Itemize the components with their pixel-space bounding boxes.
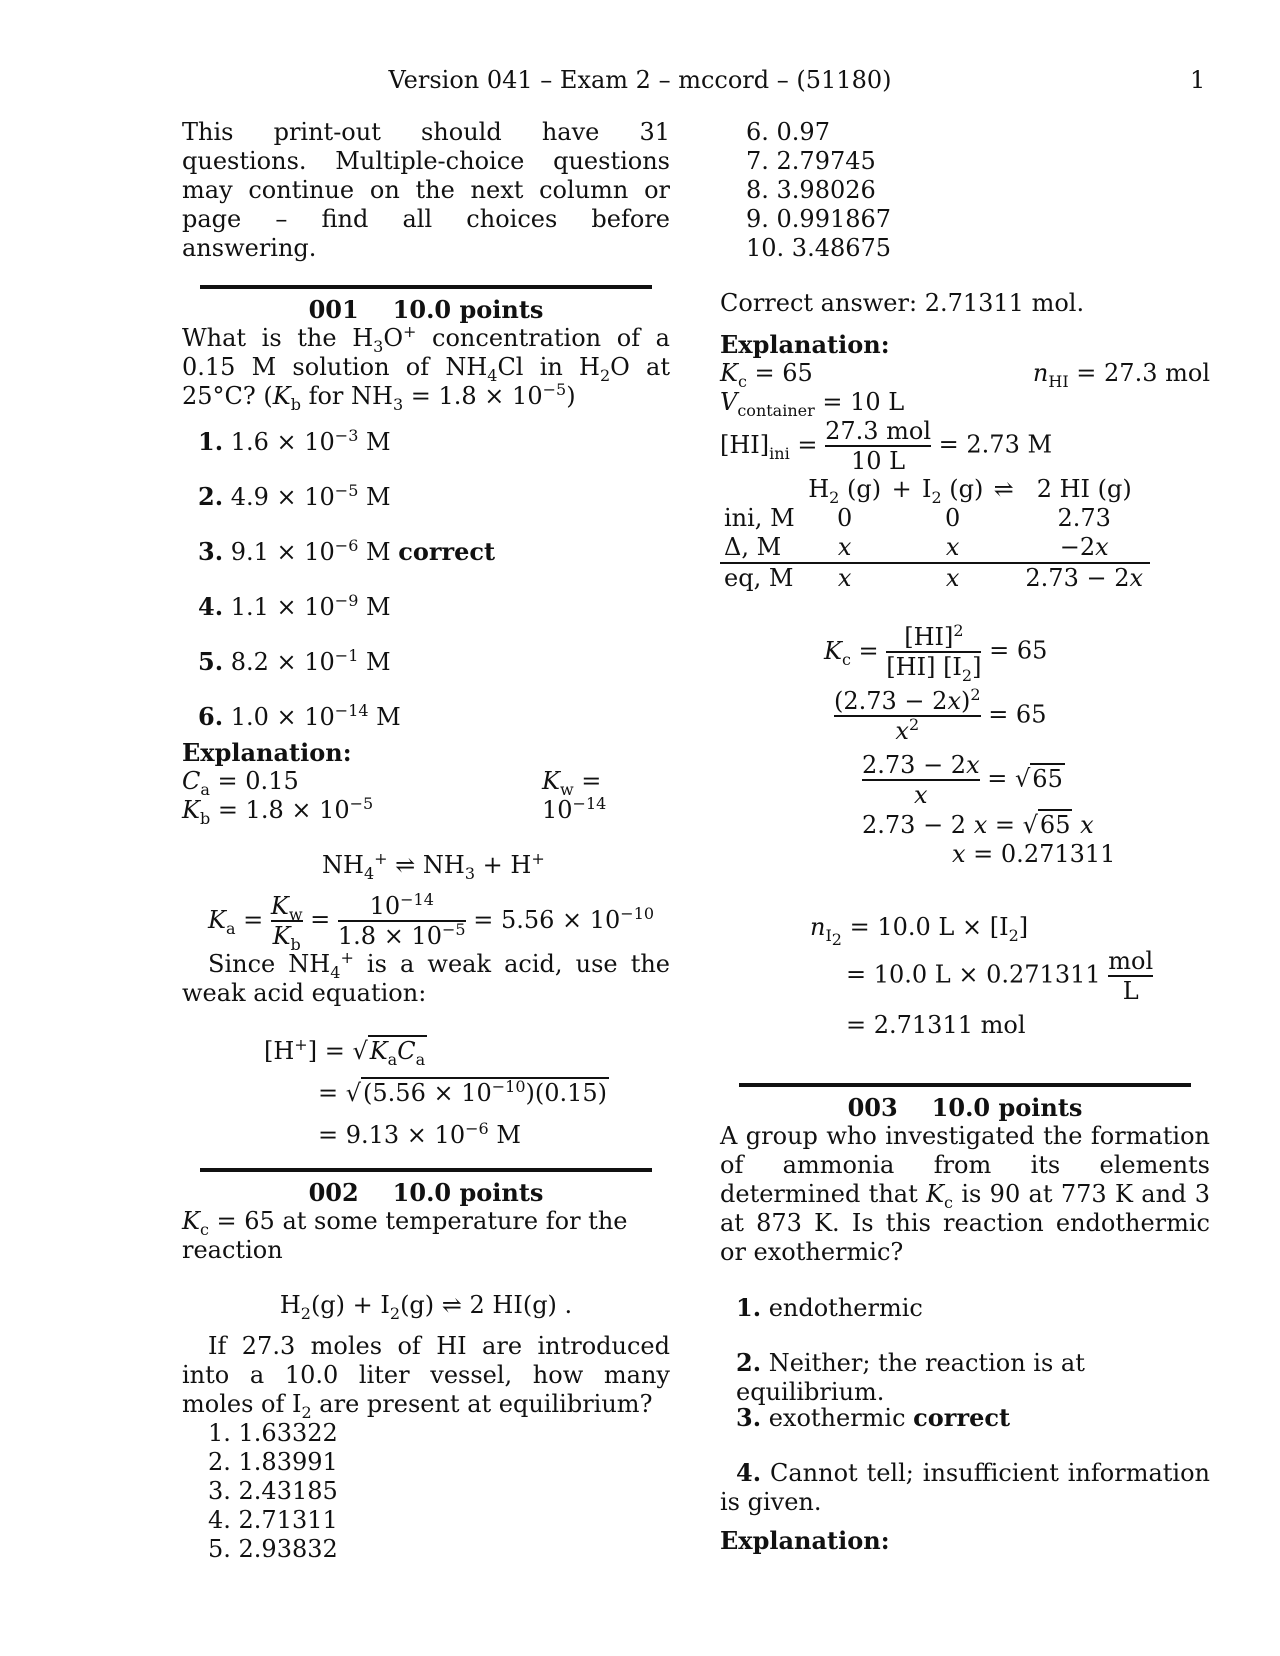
weak-acid-note: Since $NH_4^+$ is a weak acid, use the weak acid equation:: [182, 948, 671, 1007]
hi-initial-equation: [720, 417, 1210, 475]
numerator: 2.73 − 2x: [862, 751, 980, 779]
table-cell: 0: [837, 504, 853, 532]
volume-value: $V_{container} = 10$ L: [720, 388, 905, 420]
choice[interactable]: [198, 702, 670, 738]
table-cell: 2.73 − 2x: [1018, 563, 1150, 593]
choice-text: endothermic: [768, 1294, 923, 1322]
table-cell: $H_2$ (g): [808, 475, 882, 507]
table-cell: −2x: [1059, 533, 1109, 561]
denominator: L: [1108, 975, 1153, 1005]
question-002-header: [182, 1178, 670, 1207]
choice[interactable]: 5. 2.93832: [208, 1535, 338, 1563]
question-001-header: [182, 295, 670, 324]
explanation-label: Explanation:: [720, 330, 890, 359]
h-result: = $9.13 \times 10^{-6}$ M: [318, 1119, 521, 1149]
question-001-text: What is the $H_3O^+$ concentration of a 0.15 M solution of $NH_4Cl$ in $H_2O$ at 25°C? ($K_b$ for $NH_3 = 1.8 \times 10^{-5}$): [182, 322, 670, 414]
table-cell: eq, M: [720, 563, 802, 593]
table-cell: ini, M: [724, 504, 795, 532]
h-label: [H+] =: [264, 1035, 345, 1065]
intro-text: This print-out should have 31 questions. Multiple-choice questions may continue on the next column or page – find all choices before answering.: [182, 118, 670, 262]
question-divider: [200, 1168, 652, 1172]
ice-table: [720, 475, 1150, 593]
choice[interactable]: 4. 2.71311: [208, 1506, 338, 1534]
ni2-line: $n_{I_2} = 10.0$ $L \times [I_2]$: [810, 913, 1029, 949]
question-002-choices-part1: [208, 1419, 670, 1564]
choice-number: 3.: [736, 1403, 762, 1432]
choice-number: 4.: [736, 1458, 762, 1487]
equals-65: = 65: [989, 636, 1048, 665]
choice-text: $9.1 \times 10^{-6}$ M correct: [230, 536, 496, 566]
numerator: $(2.73 - 2x)^2$: [834, 685, 981, 715]
kc-label: $K_c$ =: [824, 636, 879, 669]
ca-value: $C_a = 0.15$: [182, 767, 299, 799]
explanation-label: Explanation:: [720, 1526, 890, 1555]
numerator: 27.3 mol: [825, 417, 932, 445]
ka-label: $K_a$ =: [208, 905, 264, 938]
table-cell: $I_2$ (g): [922, 475, 984, 507]
right-column: [720, 118, 1210, 1555]
correct-answer: Correct answer: 2.71311 mol.: [720, 289, 1085, 317]
sqrt-expression: 65: [1032, 764, 1063, 793]
page-header: Version 041 – Exam 2 – mccord – (51180): [388, 66, 892, 94]
step4-x: x: [1080, 811, 1094, 839]
denominator: x: [862, 779, 980, 809]
numerator: $10^{-14}$: [369, 890, 434, 920]
denominator: 10 L: [825, 445, 931, 475]
question-002-text: If 27.3 moles of HI are introduced into a 10.0 liter vessel, how many moles of $I_2$ are present at equilibrium?: [182, 1332, 670, 1422]
step4-left: 2.73 − 2 x =: [862, 811, 1015, 839]
question-points: 10.0 points: [392, 295, 544, 324]
choice[interactable]: [736, 1293, 1210, 1348]
question-divider: [200, 285, 652, 289]
choice[interactable]: 8. 3.98026: [746, 176, 876, 204]
choice[interactable]: [198, 537, 670, 592]
question-003-header: [720, 1093, 1210, 1122]
fraction: [270, 892, 303, 954]
choice-text: $8.2 \times 10^{-1}$ M: [230, 646, 391, 676]
choice-text: $1.1 \times 10^{-9}$ M: [230, 591, 391, 621]
table-cell: x: [916, 563, 989, 593]
fraction: [834, 687, 981, 745]
choice[interactable]: 6. 0.97: [746, 118, 830, 146]
choice-text: Cannot tell; insufficient information is given.: [720, 1459, 1210, 1516]
question-divider: [739, 1083, 1191, 1087]
table-row: [720, 504, 1150, 533]
question-number: 003: [847, 1093, 898, 1122]
table-cell: ⇌: [993, 475, 1014, 503]
fraction: [338, 892, 466, 950]
sqrt-expression: $K_aC_a$: [369, 1037, 426, 1069]
question-number: 002: [308, 1178, 359, 1207]
question-001-choices: [182, 427, 670, 738]
numerator: $K_w$: [270, 892, 303, 924]
table-cell: 2.73: [1057, 504, 1111, 532]
question-003-choices: [720, 1293, 1210, 1526]
dissociation-reaction: $NH_4^+$ ⇌ $NH_3 + H^+$: [322, 849, 545, 883]
table-cell: [887, 563, 916, 593]
choice[interactable]: 1. 1.63322: [208, 1419, 338, 1447]
numerator: mol: [1108, 947, 1154, 975]
table-cell: [989, 504, 1018, 533]
denominator: $x^2$: [834, 715, 981, 745]
table-cell: [989, 533, 1018, 563]
choice[interactable]: 2. 1.83991: [208, 1448, 338, 1476]
denominator: [HI] $[I_2]$: [886, 653, 982, 685]
question-number: 001: [308, 295, 359, 324]
choice-text: $4.9 \times 10^{-5}$ M: [230, 481, 391, 511]
choice[interactable]: 9. 0.991867: [746, 205, 892, 233]
ka-equation: $K_a$ = $\frac{K_w}{K_b}$ = $\frac{10^{-14}}{1.8 \times 10^{-5}}$ = $5.56 \times 10^{-10}$: [208, 890, 655, 954]
table-header-row: [720, 475, 1150, 504]
sqrt-expression: 65: [1039, 811, 1071, 839]
page-number: 1: [1190, 66, 1206, 94]
table-cell: [989, 563, 1018, 593]
ni2-line: = 10.0 L × 0.271311: [846, 960, 1101, 989]
table-cell: x: [837, 533, 852, 561]
question-002-reaction: $H_2(g) + I_2(g)$ ⇌ 2 HI(g) .: [279, 1291, 573, 1323]
kw-value: $K_w = 10^{-14}$: [542, 767, 607, 824]
numerator: [HI]$^2$: [904, 621, 964, 651]
choice[interactable]: 10. 3.48675: [746, 234, 892, 262]
choice[interactable]: 3. 2.43185: [208, 1477, 338, 1505]
choice-number: 2.: [736, 1348, 762, 1377]
question-002-choices-part2: [746, 118, 1210, 263]
denominator: $K_b$: [272, 922, 301, 954]
choice[interactable]: [198, 592, 670, 647]
nhi-value: $n_{HI} = 27.3$ mol: [1032, 359, 1210, 391]
question-002-intro: $K_c = 65$ at some temperature for the reaction: [182, 1207, 628, 1264]
table-cell: [887, 504, 916, 533]
choice-number: 2.: [198, 482, 224, 511]
choice-number: 1.: [198, 427, 224, 456]
h-concentration-derivation: $[H^+] = √K_aC_a$ = $√(5.56 \times 10^{-10})(0.15)$ = $9.13 \times 10^{-6}$ M: [182, 1030, 670, 1156]
choice[interactable]: 7. 2.79745: [746, 147, 876, 175]
choice[interactable]: [198, 427, 670, 482]
table-row: [720, 533, 1150, 563]
kb-value: $K_b = 1.8 \times 10^{-5}$: [182, 794, 374, 828]
table-cell: +: [891, 475, 912, 503]
explanation-label: Explanation:: [182, 738, 352, 767]
denominator: $1.8 \times 10^{-5}$: [337, 920, 466, 950]
equals-65: = 65: [988, 700, 1047, 729]
fraction: [1108, 947, 1153, 1005]
question-points: 10.0 points: [392, 1178, 544, 1207]
choice-text: $1.0 \times 10^{-14}$ M: [230, 701, 401, 731]
choice-number: 3.: [198, 537, 224, 566]
ka-result: = $5.56 \times 10^{-10}$: [473, 903, 655, 934]
table-cell: [720, 475, 802, 504]
choice-number: 4.: [198, 592, 224, 621]
choice-number: 1.: [736, 1293, 762, 1322]
choice[interactable]: [198, 482, 670, 537]
choice[interactable]: [736, 1348, 1210, 1406]
fraction: [862, 751, 980, 809]
kc-value: $K_c = 65$: [720, 359, 813, 391]
table-row: [720, 563, 1150, 593]
question-points: 10.0 points: [931, 1093, 1083, 1122]
fraction: [886, 621, 982, 685]
choice-text: $1.6 \times 10^{-3}$ M: [230, 426, 391, 456]
table-cell: Δ, M: [724, 533, 782, 561]
choice[interactable]: [198, 647, 670, 702]
question-003-text: A group who investigated the formation of ammonia from its elements determined that $K_c$ is 90 at 773 K and 3 at 873 K. Is this reaction endothermic or exothermic?: [720, 1122, 1211, 1266]
left-column: [182, 118, 670, 1564]
table-cell: x: [945, 533, 960, 561]
kc-derivation: $K_c$ = $\frac{[HI]^2}{[HI] [I_2]}$ = 65 $\frac{(2.73 - 2x)^2}{x^2}$ = 65 $\frac{2.73 - 2x}{x}$ = √65 2.73 − 2 x = √65 x x = 0.271311: [720, 623, 1210, 869]
ni2-result: = 2.71311 mol: [846, 1011, 1026, 1039]
choice-number: 5.: [198, 647, 224, 676]
table-cell: x: [802, 563, 887, 593]
choice[interactable]: [720, 1458, 1210, 1526]
choice-number: 6.: [198, 702, 224, 731]
ni2-derivation: [720, 907, 1210, 1045]
table-cell: 2 HI (g): [1036, 475, 1132, 503]
table-cell: [887, 533, 916, 563]
fraction: [825, 417, 931, 475]
choice-text: Neither; the reaction is at equilibrium.: [736, 1349, 1085, 1406]
hi-initial-label: $[HI]_{ini}$ =: [720, 430, 818, 463]
table-cell: 0: [945, 504, 961, 532]
sqrt-expression: $(5.56 \times 10^{-10})(0.15)$: [363, 1077, 608, 1107]
x-result: x = 0.271311: [952, 840, 1116, 868]
choice-text: exothermic correct: [768, 1403, 1011, 1432]
choice[interactable]: [736, 1403, 1210, 1458]
hi-initial-result: = 2.73 M: [938, 430, 1053, 459]
